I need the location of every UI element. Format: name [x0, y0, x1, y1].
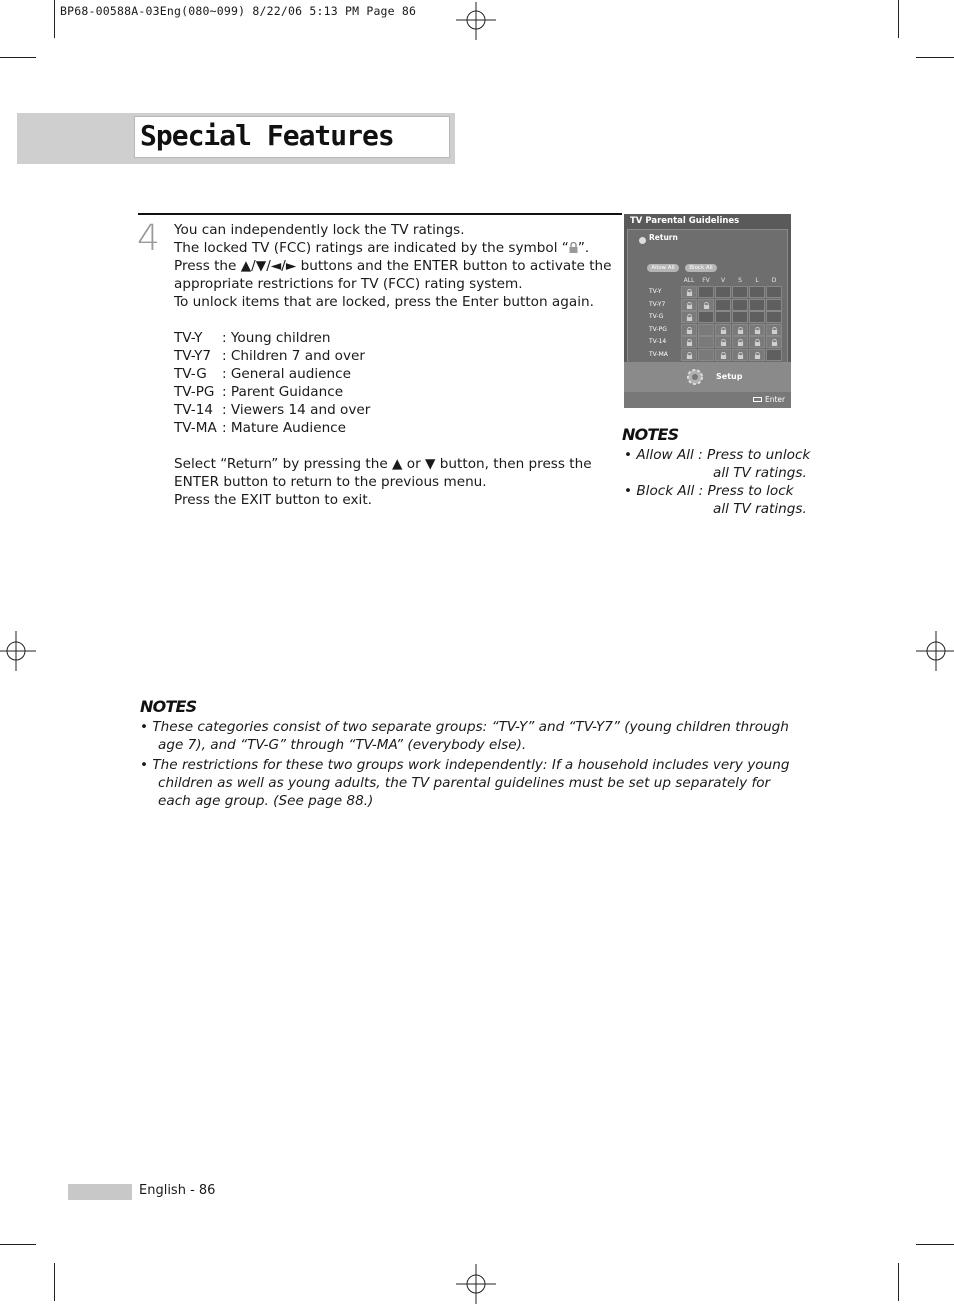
grid-cell [715, 286, 731, 298]
registration-mark-icon [456, 1264, 496, 1304]
crop-mark [0, 57, 36, 58]
grid-cell [766, 286, 782, 298]
rating-item [174, 329, 330, 347]
side-notes-heading: NOTES [622, 425, 679, 444]
lock-icon [737, 339, 744, 346]
rating-item [174, 401, 370, 419]
grid-cell [698, 336, 714, 348]
rating-desc: : Young children [222, 330, 331, 346]
grid-column-header: D [771, 277, 777, 284]
tv-menu-panel [627, 229, 788, 375]
grid-row-label: TV-PG [649, 325, 667, 333]
enter-label: Enter [765, 395, 786, 404]
step-line: Press the ▲/▼/◄/► buttons and the ENTER button to activate the [174, 258, 612, 274]
grid-cell [766, 299, 782, 311]
crop-mark [916, 1244, 954, 1245]
grid-row-label: TV-MA [649, 350, 668, 358]
rating-desc: : Mature Audience [222, 420, 347, 436]
rating-item [174, 365, 351, 383]
lock-icon [686, 339, 693, 346]
grid-cell [698, 286, 714, 298]
grid-cell [749, 349, 765, 361]
lock-icon [754, 339, 761, 346]
tv-screen-title: TV Parental Guidelines [630, 216, 740, 226]
registration-mark-icon [0, 631, 36, 671]
rating-desc: : Parent Guidance [222, 384, 344, 400]
grid-cell [766, 349, 782, 361]
grid-cell [766, 336, 782, 348]
lock-icon [686, 352, 693, 359]
rating-code: TV-Y7 [174, 348, 212, 364]
lock-icon [686, 327, 693, 334]
setup-label: Setup [716, 372, 743, 381]
lock-icon [720, 339, 727, 346]
grid-cell [681, 311, 697, 323]
step-closing-line: Select “Return” by pressing the ▲ or ▼ button, then press the [174, 456, 592, 472]
side-note-line: all TV ratings. [713, 465, 807, 481]
grid-row-label: TV-Y [649, 288, 662, 295]
grid-cell [698, 299, 714, 311]
grid-column-header: V [720, 277, 726, 284]
crop-mark [54, 0, 55, 38]
bottom-note-line: each age group. (See page 88.) [158, 793, 374, 809]
step-number: 4 [137, 218, 160, 259]
tv-enter-bar [624, 392, 791, 408]
rating-code: TV-PG [174, 384, 215, 400]
side-note-line: • Block All : Press to lock [624, 483, 794, 499]
tv-screen [624, 214, 791, 408]
step-closing-line: Press the EXIT button to exit. [174, 492, 372, 508]
grid-cell [715, 349, 731, 361]
grid-cell [749, 286, 765, 298]
grid-row-label: TV-Y7 [649, 300, 666, 308]
lock-icon [737, 352, 744, 359]
step-line-symbol [174, 239, 589, 257]
grid-cell [766, 311, 782, 323]
grid-cell [732, 311, 748, 323]
crop-mark [54, 1263, 55, 1301]
rating-desc: : Viewers 14 and over [222, 402, 371, 418]
grid-cell [749, 324, 765, 336]
lock-icon [754, 352, 761, 359]
registration-mark-icon [916, 631, 954, 671]
step-line: You can independently lock the TV ratings. [174, 222, 465, 238]
rating-item [174, 419, 346, 437]
footer-bar [68, 1184, 132, 1200]
grid-cell [766, 324, 782, 336]
rating-code: TV-MA [174, 420, 217, 436]
allow-all-button: Allow All [647, 264, 679, 272]
rating-code: TV-Y [174, 330, 203, 346]
grid-cell [681, 349, 697, 361]
setup-gear-icon [684, 366, 706, 388]
grid-cell [698, 311, 714, 323]
grid-cell [732, 299, 748, 311]
rating-item [174, 347, 365, 365]
crop-mark [0, 1244, 36, 1245]
step-line: appropriate restrictions for TV (FCC) rating system. [174, 276, 523, 292]
step-line: To unlock items that are locked, press the Enter button again. [174, 294, 594, 310]
lock-icon [754, 327, 761, 334]
grid-cell [681, 336, 697, 348]
page-title: Special Features [140, 119, 394, 152]
grid-cell [732, 324, 748, 336]
bottom-note-line: age 7), and “TV-G” through “TV-MA” (everybody else). [158, 737, 527, 753]
rating-desc: : General audience [222, 366, 351, 382]
bottom-notes-heading: NOTES [140, 697, 197, 716]
grid-row-label: TV-14 [649, 338, 667, 345]
lock-icon [686, 302, 693, 309]
grid-cell [681, 324, 697, 336]
bottom-note-line: • These categories consist of two separate groups: “TV-Y” and “TV-Y7” (young children through [140, 719, 789, 735]
step-closing-line: ENTER button to return to the previous menu. [174, 474, 487, 490]
bottom-note-line: children as well as young adults, the TV parental guidelines must be set up separately for [158, 775, 771, 791]
grid-column-header: ALL [683, 277, 695, 284]
lock-icon [703, 302, 710, 309]
grid-cell [681, 299, 697, 311]
enter-key-icon [753, 397, 762, 402]
lock-icon [737, 327, 744, 334]
lock-icon [569, 240, 578, 250]
crop-mark [898, 0, 899, 38]
page-number: English - 86 [139, 1183, 216, 1198]
side-note-line: • Allow All : Press to unlock [624, 447, 811, 463]
lock-icon [720, 352, 727, 359]
grid-cell [715, 311, 731, 323]
print-slug: BP68-00588A-03Eng(080~099) 8/22/06 5:13 PM Page 86 [60, 4, 417, 18]
grid-cell [749, 336, 765, 348]
grid-cell [698, 324, 714, 336]
crop-mark [898, 1263, 899, 1301]
bottom-note-line: • The restrictions for these two groups work independently: If a household includes very young [140, 757, 790, 773]
return-icon [639, 237, 646, 244]
block-all-button: Block All [685, 264, 717, 272]
grid-cell [681, 286, 697, 298]
crop-mark [916, 57, 954, 58]
grid-cell [715, 336, 731, 348]
grid-column-header: FV [702, 277, 710, 284]
step-line-text: The locked TV (FCC) ratings are indicated by the symbol “ [174, 240, 569, 256]
grid-cell [732, 336, 748, 348]
grid-row-label: TV-G [649, 313, 664, 320]
lock-icon [771, 327, 778, 334]
grid-cell [749, 311, 765, 323]
rating-desc: : Children 7 and over [222, 348, 365, 364]
grid-cell [749, 299, 765, 311]
tv-bottom-bar [624, 362, 791, 392]
grid-cell [715, 324, 731, 336]
grid-cell [732, 349, 748, 361]
lock-icon [686, 314, 693, 321]
return-item: Return [649, 233, 678, 242]
rating-item [174, 383, 343, 401]
step-rule [138, 213, 622, 215]
grid-column-header: L [755, 277, 759, 284]
grid-cell [698, 349, 714, 361]
grid-column-header: S [738, 277, 742, 284]
rating-code: TV-G [174, 366, 207, 382]
side-note-line: all TV ratings. [713, 501, 807, 517]
step-line-text: ”. [577, 240, 590, 256]
grid-cell [732, 286, 748, 298]
lock-icon [771, 339, 778, 346]
grid-cell [715, 299, 731, 311]
lock-icon [720, 327, 727, 334]
rating-code: TV-14 [174, 402, 214, 418]
lock-icon [686, 289, 693, 296]
